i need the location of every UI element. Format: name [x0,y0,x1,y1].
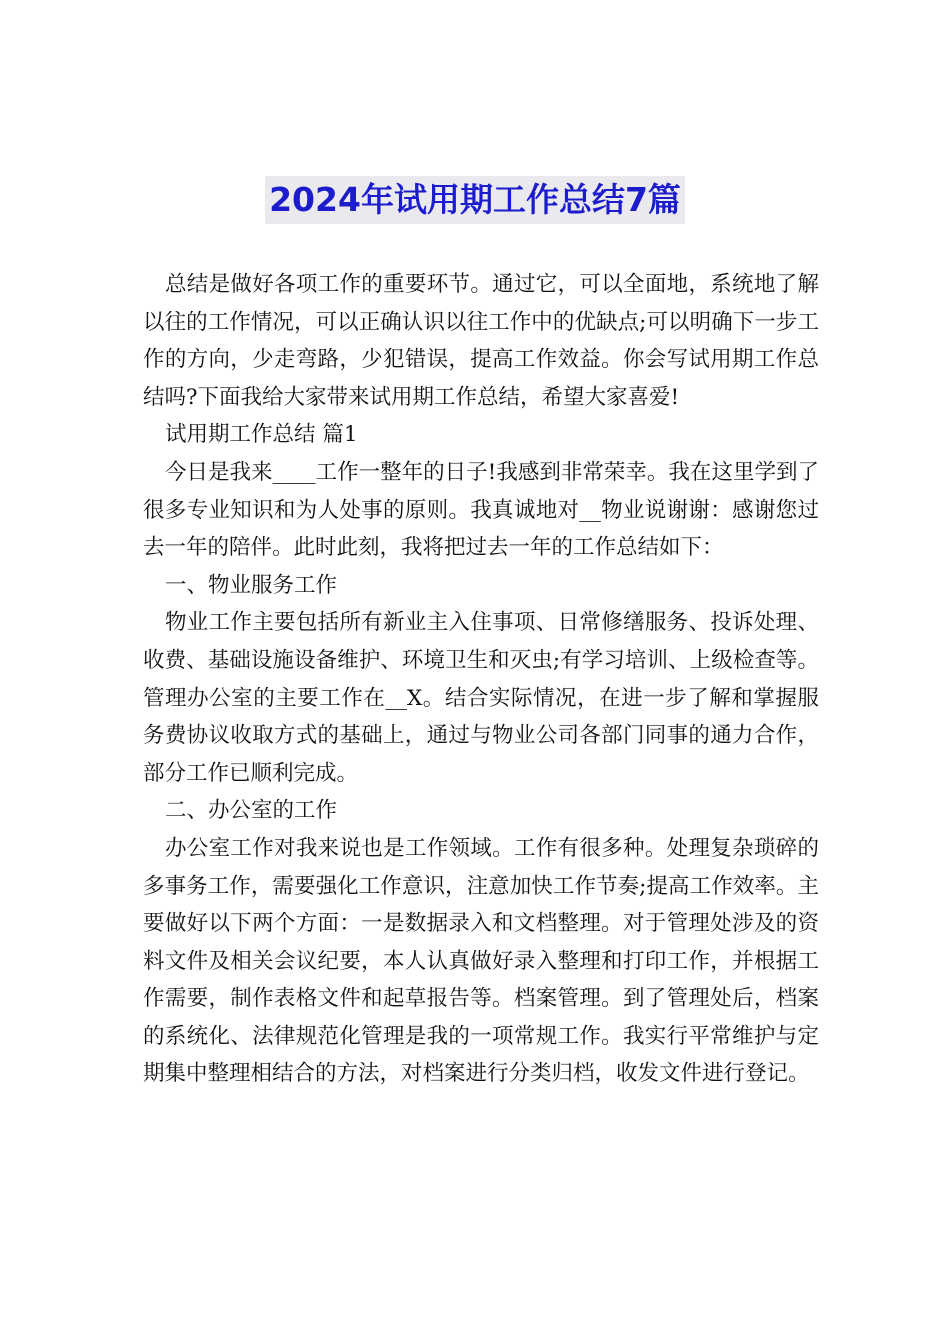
section-heading-office-work: 二、办公室的工作 [165,798,338,824]
body-paragraph: 物业工作主要包括所有新业主入住事项、日常修缮服务、投诉处理、收费、基础设施设备维护、环境卫生和灭虫;有学习培训、上级检查等。管理办公室的主要工作在__X。结合实际情况，在进一步了解和掌握服务费协议收取方式的基础上，通过与物业公司各部门同事的通力合作，部分工作已顺利完成。 [143,610,819,786]
intro-paragraph: 总结是做好各项工作的重要环节。通过它，可以全面地，系统地了解以往的工作情况，可以正确认识以往工作中的优缺点;可以明确下一步工作的方向，少走弯路，少犯错误，提高工作效益。你会写试用期工作总结吗?下面我给大家带来试用期工作总结，希望大家喜爱! [143,272,819,410]
document-body [143,266,819,1093]
section-heading-part1: 试用期工作总结 篇1 [165,422,358,448]
document-title: 2024年试用期工作总结7篇 [265,176,685,224]
body-paragraph: 办公室工作对我来说也是工作领域。工作有很多种。处理复杂琐碎的多事务工作，需要强化工作意识，注意加快工作节奏;提高工作效率。主要做好以下两个方面：一是数据录入和文档整理。对于管理处涉及的资料文件及相关会议纪要，本人认真做好录入整理和打印工作，并根据工作需要，制作表格文件和起草报告等。档案管理。到了管理处后，档案的系统化、法律规范化管理是我的一项常规工作。我实行平常维护与定期集中整理相结合的方法，对档案进行分类归档，收发文件进行登记。 [143,835,819,1087]
section-heading-property-service: 一、物业服务工作 [165,572,338,598]
body-paragraph: 今日是我来____工作一整年的日子!我感到非常荣幸。我在这里学到了很多专业知识和为人处事的原则。我真诚地对__物业说谢谢：感谢您过去一年的陪伴。此时此刻，我将把过去一年的工作总结如下： [143,459,819,561]
title-container [0,176,950,224]
